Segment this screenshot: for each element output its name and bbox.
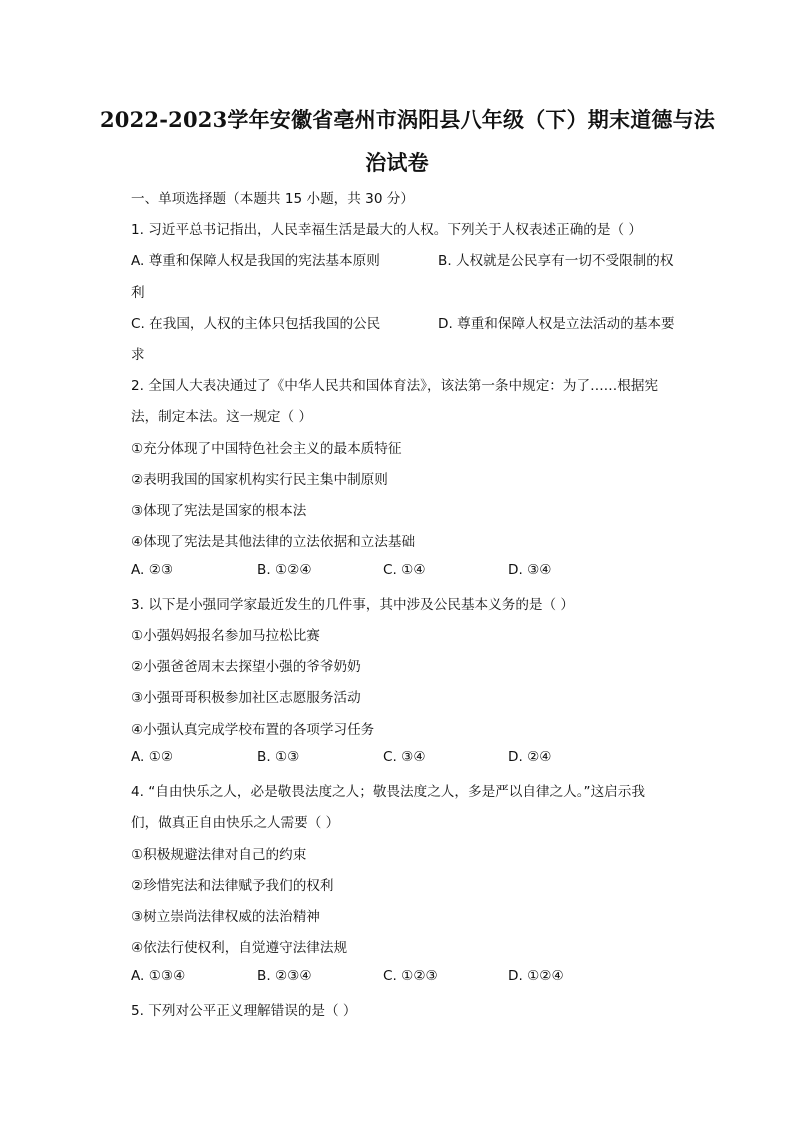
q2-stem-line2: 法，制定本法。这一规定（ ）	[131, 409, 313, 425]
q2-statement-2: ②表明我国的国家机构实行民主集中制原则	[131, 472, 388, 488]
q4-option-a: A. ①③④	[131, 968, 186, 984]
q2-option-c: C. ①④	[383, 562, 426, 578]
q4-option-c: C. ①②③	[383, 968, 438, 984]
q2-stem-line1: 2. 全国人大表决通过了《中华人民共和国体育法》，该法第一条中规定：为了……根据宪	[131, 378, 659, 394]
q1-option-d-continued: 求	[131, 347, 145, 363]
q3-option-c: C. ③④	[383, 749, 426, 765]
q4-statement-1: ①积极规避法律对自己的约束	[131, 847, 307, 863]
q3-option-d: D. ②④	[508, 749, 552, 765]
q1-stem: 1. 习近平总书记指出，人民幸福生活是最大的人权。下列关于人权表述正确的是（ ）	[131, 222, 642, 238]
q2-option-a: A. ②③	[131, 562, 174, 578]
q4-stem-line1: 4. “自由快乐之人，必是敬畏法度之人；敬畏法度之人，多是严以自律之人。”这启示我	[131, 784, 645, 800]
exam-title-line2: 治试卷	[365, 150, 429, 175]
q2-statement-4: ④体现了宪法是其他法律的立法依据和立法基础	[131, 534, 416, 550]
q3-option-b: B. ①③	[257, 749, 300, 765]
q4-stem-line2: 们，做真正自由快乐之人需要（ ）	[131, 815, 340, 831]
q5-stem: 5. 下列对公平正义理解错误的是（ ）	[131, 1003, 357, 1019]
q1-option-c: C. 在我国，人权的主体只包括我国的公民	[131, 316, 381, 332]
q3-statement-3: ③小强哥哥积极参加社区志愿服务活动	[131, 690, 361, 706]
q2-option-d: D. ③④	[508, 562, 552, 578]
q1-option-a: A. 尊重和保障人权是我国的宪法基本原则	[131, 253, 380, 269]
q2-option-b: B. ①②④	[257, 562, 312, 578]
q3-stem: 3. 以下是小强同学家最近发生的几件事，其中涉及公民基本义务的是（ ）	[131, 597, 575, 613]
q4-option-b: B. ②③④	[257, 968, 312, 984]
q3-statement-1: ①小强妈妈报名参加马拉松比赛	[131, 628, 320, 644]
q3-statement-2: ②小强爸爸周末去探望小强的爷爷奶奶	[131, 659, 361, 675]
q4-statement-2: ②珍惜宪法和法律赋予我们的权利	[131, 878, 334, 894]
q2-statement-3: ③体现了宪法是国家的根本法	[131, 503, 307, 519]
q3-option-a: A. ①②	[131, 749, 174, 765]
q3-statement-4: ④小强认真完成学校布置的各项学习任务	[131, 722, 375, 738]
section-heading: 一、单项选择题（本题共 15 小题，共 30 分）	[131, 191, 414, 207]
exam-title-line1: 2022-2023学年安徽省亳州市涡阳县八年级（下）期末道德与法	[100, 107, 716, 132]
q1-option-b: B. 人权就是公民享有一切不受限制的权	[438, 253, 674, 269]
q4-statement-4: ④依法行使权利，自觉遵守法律法规	[131, 940, 348, 956]
q4-option-d: D. ①②④	[508, 968, 564, 984]
q2-statement-1: ①充分体现了中国特色社会主义的最本质特征	[131, 441, 402, 457]
q1-option-d: D. 尊重和保障人权是立法活动的基本要	[438, 316, 675, 332]
q1-option-b-continued: 利	[131, 285, 145, 301]
q4-statement-3: ③树立崇尚法律权威的法治精神	[131, 909, 320, 925]
